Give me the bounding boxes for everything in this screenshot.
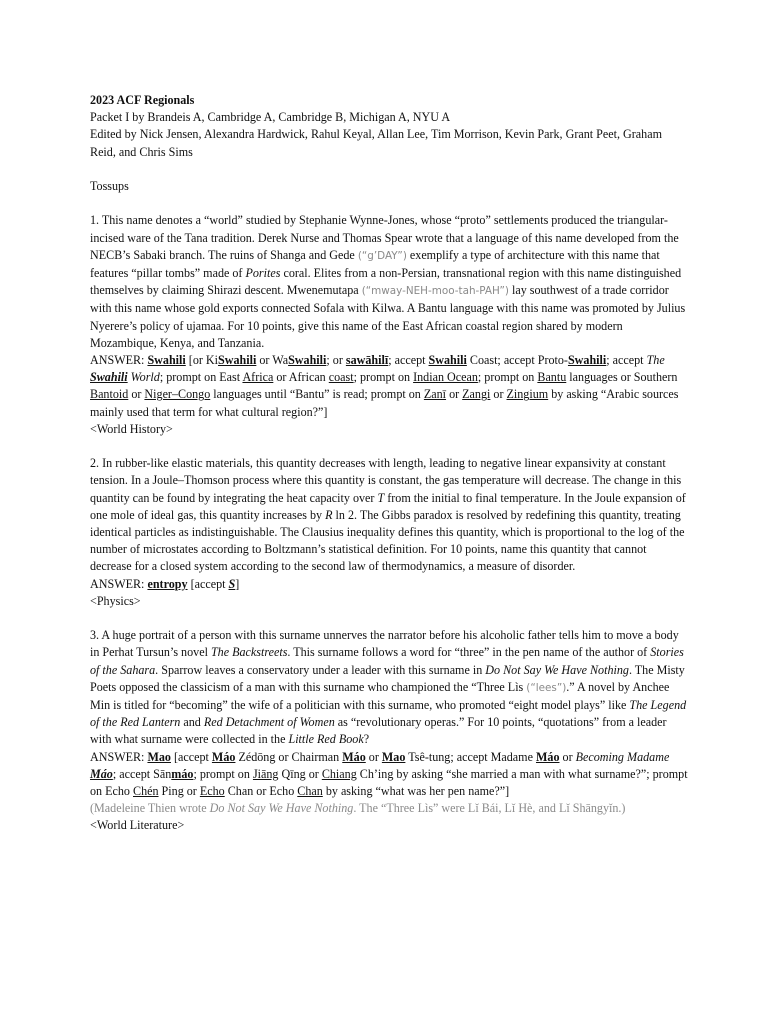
section-heading: Tossups (90, 179, 129, 193)
packet-editors: Edited by Nick Jensen, Alexandra Hardwick, Rahul Keyal, Allan Lee, Tim Morrison, Kevin Park, Grant Peet, Graham Reid, and Chris Sims (90, 127, 662, 159)
packet-page (90, 92, 690, 835)
tossup-3-note: (Madeleine Thien wrote Do Not Say We Have Nothing. The “Three Lìs” were Lǐ Bái, Lǐ Hè, and Lǐ Shāngyǐn.) (90, 801, 626, 816)
tossup-3-question: 3. A huge portrait of a person with this surname unnerves the narrator before his alcoholic father tells him to move a body in Perhat Tursun’s novel The Backstreets. This surname follows a word for “three” in the pen name of the author of Stories of the Sahara. Sparrow leaves a conservatory under a leader with this surname in Do Not Say We Have Nothing. The Misty Poets opposed the classicism of a man with this surname who championed the “Three Lìs (“lees”).” A novel by Anchee Min is titled for “becoming” the wife of a politician with this surname, who promoted “eight model plays” like The Legend of the Red Lantern and Red Detachment of Women as “revolutionary operas.” For 10 points, “quotations” from a leader with what surname were collected in the Little Red Book? (90, 628, 687, 747)
pronunciation-guide: (“g’DAY”) (357, 249, 407, 262)
pronunciation-guide: (“mway-NEH-moo-tah-PAH”) (361, 285, 509, 298)
pronunciation-guide: (“lees”) (526, 681, 567, 694)
tossup-3-answer: ANSWER: Mao [accept Máo Zédōng or Chairman Máo or Mao Tsê-tung; accept Madame Máo or Becoming Madame Máo; accept Sānmáo; prompt on Jiāng Qīng or Chiang Ch’ing by asking “she married a man with what surname?”; prompt on Echo Chén Ping or Echo Chan or Echo Chan by asking “what was her pen name?”] (90, 749, 688, 799)
packet-title: 2023 ACF Regionals (90, 93, 195, 107)
tossup-2-category: <Physics> (90, 593, 141, 608)
tossup-2-answer: ANSWER: entropy [accept S] (90, 576, 240, 591)
tossup-3-category: <World Literature> (90, 818, 185, 833)
tossup-1-answer: ANSWER: Swahili [or KiSwahili or WaSwahili; or sawāhilī; accept Swahili Coast; accept Proto-Swahili; accept The Swahili World; prompt on East Africa or African coast; prompt on Indian Ocean; prompt on Bantu languages or Southern Bantoid or Niger–Congo languages until “Bantu” is read; prompt on Zanī or Zangi or Zingium by asking “Arabic sources mainly used that term for what cultural region?”] (90, 353, 679, 419)
tossup-2-question: 2. In rubber-like elastic materials, this quantity decreases with length, leading to negative linear expansivity at constant tension. In a Joule–Thomson process where this quantity is constant, the gas temperature will decrease. The change in this quantity can be found by integrating the heat capacity over T from the initial to final temperature. In the Joule expansion of one mole of ideal gas, this quantity increases by R ln 2. The Gibbs paradox is resolved by redefining this quantity, treating identical particles as indistinguishable. The Clausius inequality defines this quantity, which is proportional to the log of the number of microstates according to Boltzmann’s statistical definition. For 10 points, name this quantity that cannot decrease for a closed system according to the second law of thermodynamics, a measure of disorder. (90, 456, 686, 574)
packet-authors: Packet I by Brandeis A, Cambridge A, Cambridge B, Michigan A, NYU A (90, 110, 451, 125)
tossup-1-category: <World History> (90, 421, 173, 436)
tossup-1-question: 1. This name denotes a “world” studied by Stephanie Wynne-Jones, whose “proto” settlements produced the triangular-incised ware of the Tana tradition. Derek Nurse and Thomas Spear wrote that a language of this name developed from the NECB’s Sabaki branch. The ruins of Shanga and Gede (“g’DAY”) exemplify a type of architecture with this name that features “pillar tombs” made of Porites coral. Elites from a non-Persian, transnational region with this name distinguished themselves by claiming Shirazi descent. Mwenemutapa (“mway-NEH-moo-tah-PAH”) lay southwest of a trade corridor with this name whose gold exports connected Sofala with Kilwa. A Bantu language with this name was promoted by Julius Nyerere’s policy of ujamaa. For 10 points, give this name of the East African coastal region shared by modern Mozambique, Kenya, and Tanzania. (90, 213, 686, 350)
